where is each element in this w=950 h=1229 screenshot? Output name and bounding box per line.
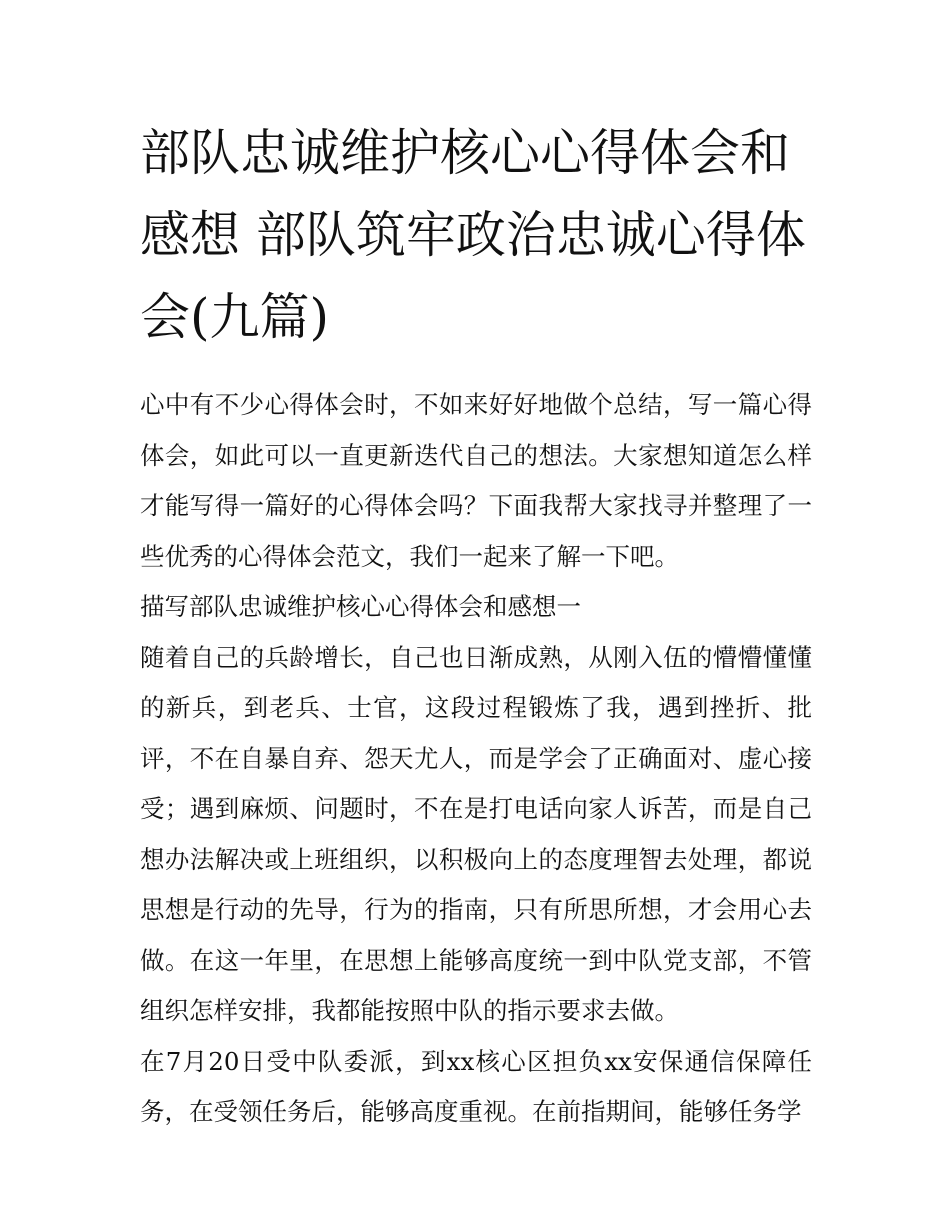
body-paragraph-2: 在7月20日受中队委派，到xx核心区担负xx安保通信保障任务，在受领任务后，能够高度重视。在前指期间，能够任务学 bbox=[140, 1046, 812, 1126]
body-paragraph-1: 随着自己的兵龄增长，自己也日渐成熟，从刚入伍的懵懵懂懂的新兵，到老兵、士官，这段过程锻炼了我，遇到挫折、批评，不在自暴自弃、怨天尤人，而是学会了正确面对、虚心接受；遇到麻烦、问题时，不在是打电话向家人诉苦，而是自己想办法解决或上班组织，以积极向上的态度理智去处理，都说思想是行动的先导，行为的指南，只有所思所想，才会用心去做。在这一年里，在思想上能够高度统一到中队党支部，不管组织怎样安排，我都能按照中队的指示要求去做。 bbox=[140, 642, 812, 1025]
document-title: 部队忠诚维护核心心得体会和感想 部队筑牢政治忠诚心得体会(九篇) bbox=[140, 124, 806, 346]
document-page bbox=[140, 112, 812, 1138]
section-heading: 描写部队忠诚维护核心心得体会和感想一 bbox=[140, 592, 581, 621]
intro-paragraph: 心中有不少心得体会时，不如来好好地做个总结，写一篇心得体会，如此可以一直更新迭代自己的想法。大家想知道怎么样才能写得一篇好的心得体会吗？下面我帮大家找寻并整理了一些优秀的心得体会范文，我们一起来了解一下吧。 bbox=[140, 390, 812, 571]
